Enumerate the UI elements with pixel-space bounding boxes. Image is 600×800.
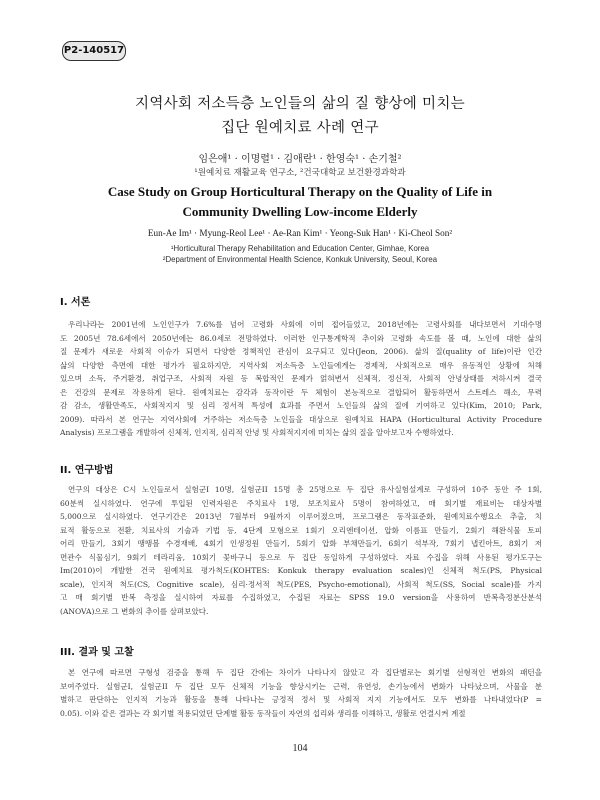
page-number: 104	[292, 743, 308, 754]
methods-line: 고 매 회기별 반복 측정을 실시하여 자료를 수집하였고, 수집된 자료는 SPSS 19.0 version을 사용하여 반복측정분산분석	[60, 593, 542, 602]
intro-line: 삶의 다양한 측면에 대한 평가가 필요하지만, 지역사회 저소득층 노인들에게는 경제적, 사회적으로 매우 유동적인 상황에 처해	[60, 360, 542, 370]
results-heading: III. 결과 및 고찰	[60, 647, 134, 658]
intro-line: 은 건강의 문제로 작용하게 된다. 원예치료는 감각과 동작이란 두 체험이 본능적으로 결합되어 활동하면서 스트레스 해소, 무력	[60, 387, 542, 397]
results-line: 별하고 판단하는 인지적 기능과 활동을 통해 나타나는 긍정적 정서 및 사회적 지지 기능에서도 모두 변화를 나타내었다(P =	[60, 695, 542, 704]
english-authors: Eun-Ae Im¹ · Myung-Reol Lee¹ · Ae-Ran Kim¹ · Yeong-Suk Han¹ · Ki-Cheol Son²	[147, 228, 453, 238]
methods-line: scale), 인지적 척도(CS, Cognitive scale), 심리·정서적 척도(PES, Psycho-emotional), 사회적 척도(SS, Social scale)를 가지	[60, 579, 542, 589]
methods-line: 면관수 식물심기, 9회기 테라리움, 10회기 꽃바구니 등으로 두 집단 동일하게 구성하였다. 자료 수집을 위해 사용된 평가도구는	[60, 552, 542, 562]
english-title-line-1: Case Study on Group Horticultural Therapy on the Quality of Life in	[107, 184, 493, 199]
methods-line: Im(2010)이 개발한 건국 원예치료 평가척도(KOHTES: Konkuk therapy evaluation scales)인 신체적 척도(PS, Physical	[60, 566, 542, 575]
methods-heading: II. 연구방법	[60, 465, 114, 476]
results-line: 본 연구에 따르면 구형성 검증을 통해 두 집단 간에는 차이가 나타나지 않았고 각 집단별로는 회기별 선형적인 변화의 패턴을	[68, 668, 542, 677]
results-paragraph	[60, 666, 542, 720]
english-affiliation-2: ²Department of Environmental Health Science, Konkuk University, Seoul, Korea	[162, 255, 438, 264]
intro-paragraph	[60, 318, 542, 440]
intro-line: 우리나라는 2001년에 노인인구가 7.6%를 넘어 고령화 사회에 이미 접어들었고, 2018년에는 고령사회를 내다보면서 기대수명	[68, 320, 542, 329]
intro-line: 2009). 따라서 본 연구는 지역사회에 거주하는 저소득층 노인들을 대상으로 원예치료 HAPA (Horticultural Activity Procedure	[60, 414, 542, 424]
intro-line: 도 2005년 78.6세에서 2050년에는 86.0세로 전망하였다. 이러한 인구통계학적 추이와 고령화 속도를 볼 때, 노인에 대한 삶의	[60, 333, 542, 343]
paper-id-tag: P2-140517	[62, 41, 126, 61]
intro-line: Analysis) 프로그램을 개발하여 신체적, 인지적, 심리적 안녕 및 사회적지지에 미치는 삶의 질을 알아보고자 수행하였다.	[60, 428, 454, 437]
methods-line: (ANOVA)으로 그 변화의 추이를 살펴보았다.	[60, 606, 209, 616]
methods-paragraph	[60, 483, 542, 618]
korean-affiliations: ¹원예치료 재활교육 연구소, ²건국대학교 보건환경과학과	[194, 168, 406, 178]
methods-line: 료적 활동으로 전환, 치료사의 기술과 기법 등, 4단계 모형으로 1회기 오리엔테이션, 압화 이름표 만들기, 2회기 해완식물 토피	[60, 525, 542, 535]
intro-line: 있으며 소득, 주거환경, 취업구조, 사회적 자원 등 복합적인 문제가 얽혀변서 신체적, 정신적, 사회적 안녕상태를 저하시켜 결국	[60, 374, 542, 383]
korean-authors: 임은애¹ · 이명렬¹ · 김애란¹ · 한영숙¹ · 손기철²	[198, 154, 402, 165]
korean-title-line-2: 집단 원예치료 사례 연구	[221, 120, 379, 136]
methods-line: 어리 만들기, 3회기 땡땡볼 수경재배, 4회기 인생정원 만들기, 5회기 압화 부채만들기, 6회기 석부작, 7회기 냅킨아트, 8회기 저	[60, 539, 542, 548]
intro-line: 감 감소, 생활만족도, 사회적지지 및 심리 정서적 특성에 효과를 주면서 노인들의 삶의 질에 기여하고 있다(Kim, 2010; Park,	[60, 401, 542, 410]
results-line: 보여주었다. 실험군I, 실험군II 두 집단 모두 신체적 기능을 향상시키는 근력, 유연성, 손기능에서 변화가 나타났으며, 사물을 분	[60, 681, 542, 691]
intro-heading: I. 서론	[60, 297, 91, 308]
results-line: 0.05). 이와 같은 결과는 각 회기별 적용되었던 단계별 활동 동작들이 자연의 섭리와 생리를 이해하고, 생활로 연결시켜 계절	[60, 708, 466, 718]
english-affiliation-1: ¹Horticultural Therapy Rehabilitation and Education Center, Gimhae, Korea	[170, 244, 430, 253]
korean-title-line-1: 지역사회 저소득층 노인들의 삶의 질 향상에 미치는	[135, 96, 465, 112]
english-title-line-2: Community Dwelling Low-income Elderly	[182, 204, 418, 219]
methods-line: 60분씩 실시하였다. 연구에 투입된 인력자원은 주치료사 1명, 보조치료사 5명이 참여하였고, 매 회기별 재료비는 대상자별	[60, 498, 542, 508]
methods-line: 5,000으로 실시하였다. 연구기간은 2013년 7월부터 9월까지 이루어졌으며, 프로그램은 동작표준화, 원예치료수행요소 추출, 치	[60, 512, 542, 521]
methods-line: 연구의 대상은 C시 노인들로서 실험군I 10명, 실험군II 15명 총 25명으로 두 집단 유사실험설계로 구성하여 10주 동안 주 1회,	[68, 485, 542, 494]
intro-line: 질 문제가 새로운 사회적 이슈가 되면서 다양한 정책적인 관심이 요구되고 있다(Jeon, 2006). 삶의 질(quality of life)이란 인간	[60, 347, 542, 356]
